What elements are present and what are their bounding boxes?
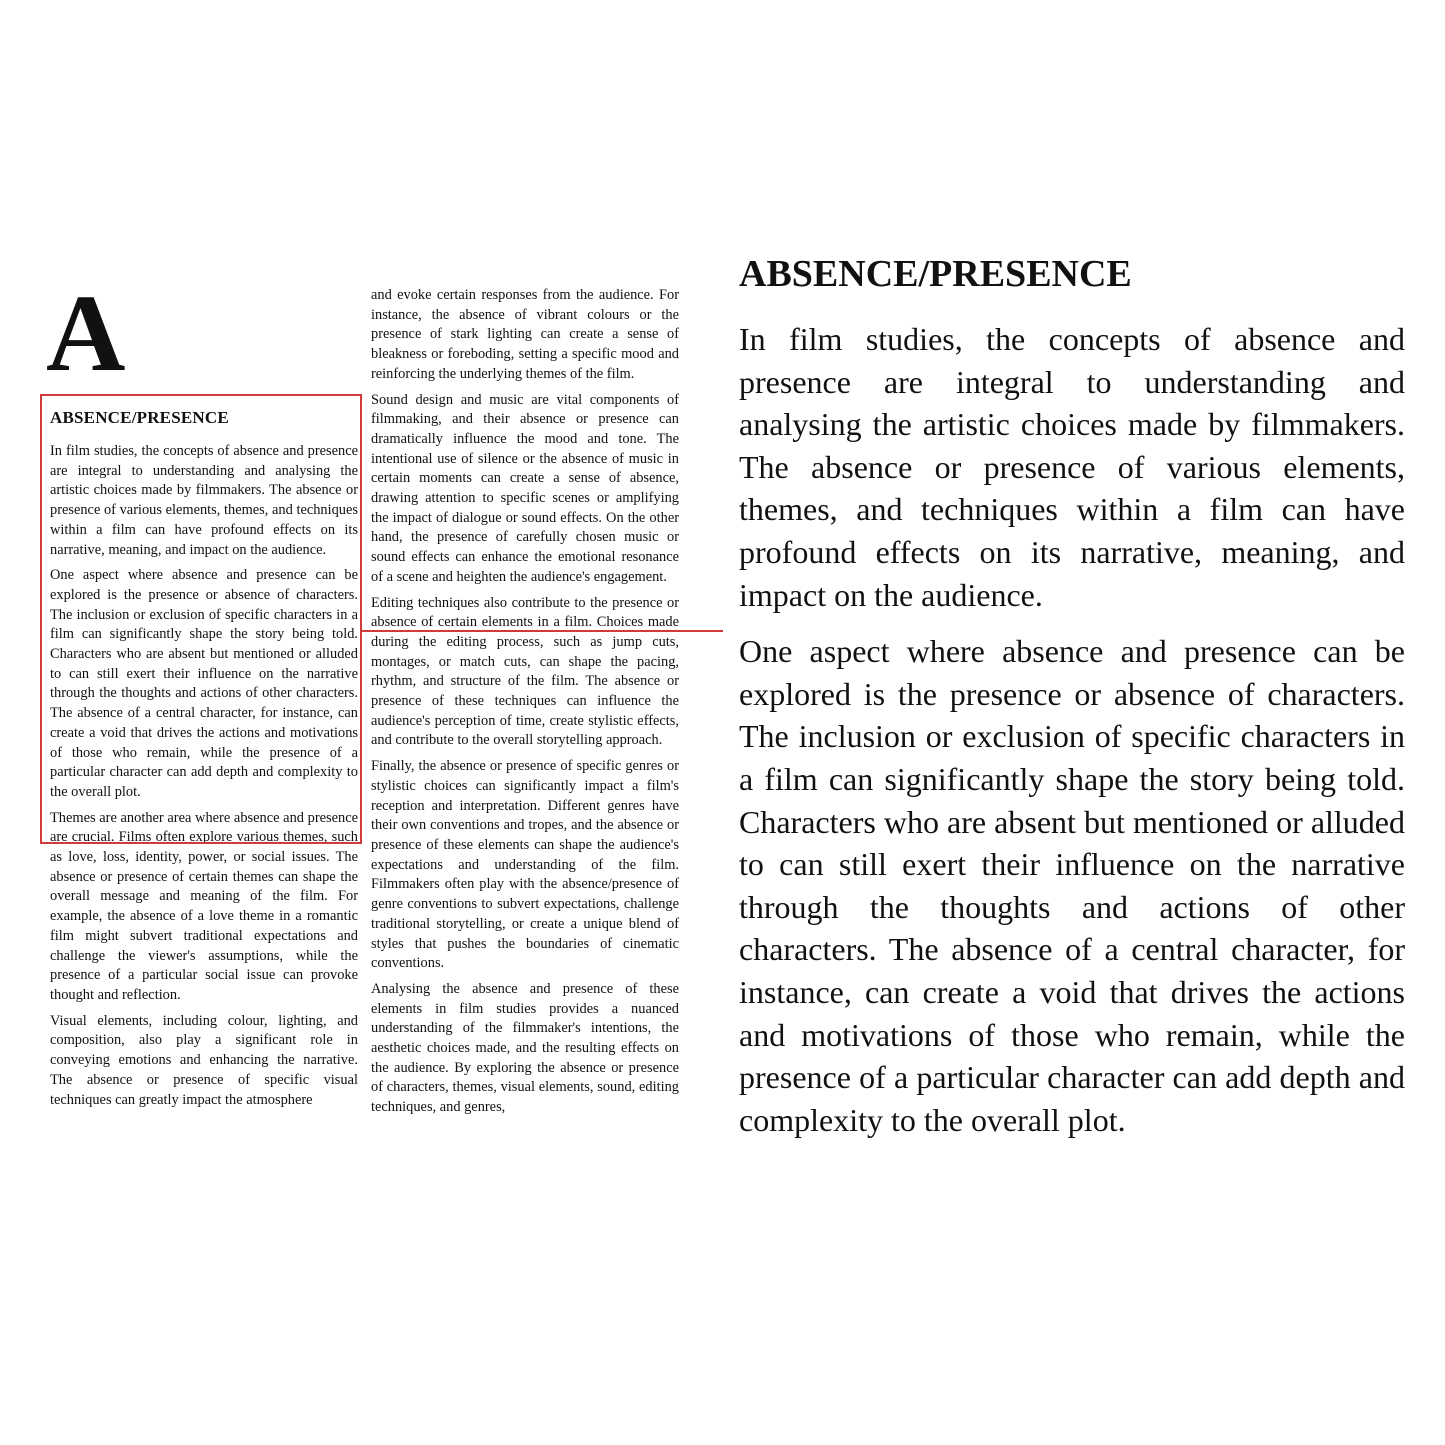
highlight-box	[40, 394, 362, 844]
paragraph-characters: One aspect where absence and presence can be explored is the presence or absence of characters. The inclusion or exclusion of specific characters in a film can significantly shape the story being told. Characters who are absent but mentioned or alluded to can still exert their influence on the narrative through the thoughts and actions of other characters. The absence of a central character, for instance, can create a void that drives the actions and motivations of those who remain, while the presence of a particular character can add depth and complexity to the overall plot.	[50, 567, 358, 800]
zoomed-heading: ABSENCE/PRESENCE	[739, 253, 1132, 295]
zoomed-paragraph-intro: In film studies, the concepts of absence and presence are integral to understanding and analysing the artistic choices made by filmmakers. The absence or presence of various elements, themes, and techniques within a film can have profound effects on its narrative, meaning, and impact on the audience.	[739, 321, 1405, 613]
zoomed-excerpt	[739, 252, 1405, 1155]
column-right	[371, 286, 679, 1124]
zoomed-paragraph-characters: One aspect where absence and presence can be explored is the presence or absence of characters. The inclusion or exclusion of specific characters in a film can significantly shape the story being told. Characters who are absent but mentioned or alluded to can still exert their influence on the narrative through the thoughts and actions of other characters. The absence of a central character, for instance, can create a void that drives the actions and motivations of those who remain, while the presence of a particular character can add depth and complexity to the overall plot.	[739, 633, 1405, 1138]
entry-heading: ABSENCE/PRESENCE	[50, 408, 229, 427]
section-letter: A	[46, 272, 124, 394]
paragraph-genres: Finally, the absence or presence of specific genres or stylistic choices can significantly impact a film's reception and interpretation. Different genres have their own conventions and tropes, and the absence or presence of these elements can shape the audience's expectations and understanding of the film. Filmmakers often play with the absence/presence of genre conventions to subvert expectations, challenge traditional storytelling, or create a unique blend of styles that pushes the boundaries of cinematic conventions.	[371, 758, 679, 972]
paragraph-visual-cont: and evoke certain responses from the audience. For instance, the absence of vibrant colours or the presence of stark lighting can create a sense of bleakness or foreboding, setting a specific mood and reinforcing the underlying themes of the film.	[371, 287, 679, 382]
paragraph-editing: Editing techniques also contribute to the presence or absence of certain elements in a film. Choices made during the editing process, such as jump cuts, montages, or match cuts, can shape the pacing, rhythm, and structure of the film. The absence or presence of these techniques can influence the audience's perception of time, create stylistic effects, and contribute to the overall storytelling approach.	[371, 594, 679, 749]
paragraph-visual: Visual elements, including colour, lighting, and composition, also play a significant role in conveying emotions and enhancing the narrative. The absence or presence of specific visual techniques can greatly impact the atmosphere	[50, 1012, 358, 1108]
paragraph-sound: Sound design and music are vital components of filmmaking, and their absence or presence can dramatically influence the mood and tone. The intentional use of silence or the absence of music in certain moments can create a sense of absence, drawing attention to specific scenes or amplifying the impact of dialogue or sound effects. On the other hand, the presence of carefully chosen music or sound effects can enhance the emotional resonance of a scene and heighten the audience's engagement.	[371, 391, 679, 585]
paragraph-themes: Themes are another area where absence and presence are crucial. Films often explore various themes, such as love, loss, identity, power, or social issues. The absence or presence of certain themes can shape the overall message and meaning of the film. For example, the absence of a love theme in a romantic film might subvert traditional expectations and challenge the viewer's assumptions, while the presence of a particular social issue can provoke thought and reflection.	[50, 809, 358, 1003]
zoom-connector-line	[362, 630, 723, 632]
paragraph-analysis: Analysing the absence and presence of these elements in film studies provides a nuanced understanding of the filmmaker's intentions, the aesthetic choices made, and the resulting effects on the audience. By exploring the absence or presence of characters, themes, visual elements, sound, editing techniques, and genres,	[371, 980, 679, 1116]
paragraph-intro: In film studies, the concepts of absence and presence are integral to understanding and analysing the artistic choices made by filmmakers. The absence or presence of various elements, themes, and techniques within a film can have profound effects on its narrative, meaning, and impact on the audience.	[50, 443, 358, 558]
